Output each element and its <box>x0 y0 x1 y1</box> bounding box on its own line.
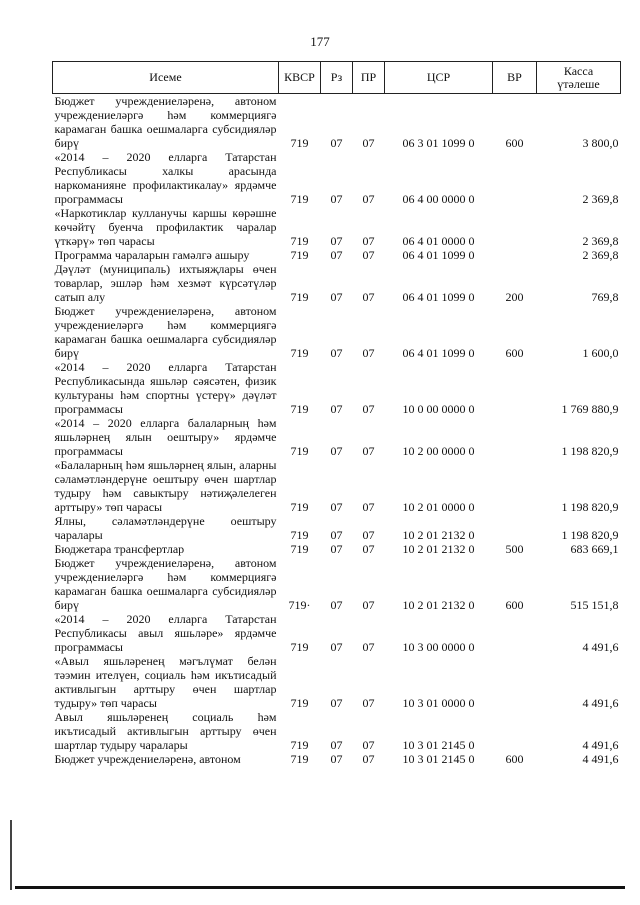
row-csr: 10 0 00 0000 0 <box>402 402 475 416</box>
row-amount: 1 769 880,9 <box>561 402 619 416</box>
row-name: Бюджет учреждениеләренә, автоном учреждениеләргә һәм коммерциягә карамаган башка оешмаларга субсидияләр бирү <box>54 556 277 612</box>
row-pr: 07 <box>362 444 375 458</box>
row-vr <box>493 458 537 514</box>
row-kvsr: 719 <box>290 738 309 752</box>
row-pr: 07 <box>362 346 375 360</box>
header-kvsr: КВСР <box>279 62 321 94</box>
table-row <box>53 514 621 542</box>
row-vr: 500 <box>505 542 524 556</box>
row-pr: 07 <box>362 696 375 710</box>
row-name: «2014 – 2020 елларга балаларның һәм яшьләрнең ялын оештыру» ярдәмче программасы <box>54 416 277 458</box>
table-row <box>53 752 621 766</box>
row-vr: 600 <box>505 598 524 612</box>
table-row <box>53 654 621 710</box>
row-pr: 07 <box>362 542 375 556</box>
table-row <box>53 262 621 304</box>
table-row <box>53 304 621 360</box>
row-pr: 07 <box>362 598 375 612</box>
row-rz: 07 <box>330 752 343 766</box>
row-csr: 10 3 01 2145 0 <box>402 752 475 766</box>
row-amount: 1 600,0 <box>582 346 619 360</box>
row-pr: 07 <box>362 528 375 542</box>
row-name: «2014 – 2020 елларга Татарстан Республикасында яшьләр сәясәтен, физик культураны һәм спортны үстерү» дәүләт программасы <box>54 360 277 416</box>
row-csr: 10 2 01 2132 0 <box>402 542 475 556</box>
row-amount: 515 151,8 <box>570 598 619 612</box>
row-rz: 07 <box>330 500 343 514</box>
row-amount: 683 669,1 <box>570 542 619 556</box>
row-csr: 06 3 01 1099 0 <box>402 136 475 150</box>
row-rz: 07 <box>330 248 343 262</box>
row-amount: 2 369,8 <box>582 248 619 262</box>
row-name: «Балаларның һәм яшьләрнең ялын, аларны сәламәтләндерүне оештыру өчен шартлар тудыру һәм савыктыру нәтиҗәлелеген арттыру» төп чарасы <box>54 458 277 514</box>
header-kassa <box>537 62 621 94</box>
row-kvsr: 719 <box>290 192 309 206</box>
row-vr <box>493 150 537 206</box>
row-name: Ялны, сәламәтләндерүне оештыру чаралары <box>54 514 277 542</box>
row-kvsr: 719 <box>290 248 309 262</box>
row-kvsr: 719 <box>290 542 309 556</box>
table-row <box>53 542 621 556</box>
row-pr: 07 <box>362 640 375 654</box>
row-kvsr: 719 <box>290 234 309 248</box>
table-row <box>53 206 621 248</box>
row-amount: 2 369,8 <box>582 192 619 206</box>
row-vr <box>493 514 537 542</box>
row-csr: 10 2 01 0000 0 <box>402 500 475 514</box>
table-row <box>53 710 621 752</box>
row-pr: 07 <box>362 192 375 206</box>
page-number: 177 <box>310 34 330 49</box>
row-rz: 07 <box>330 290 343 304</box>
table-header <box>53 62 621 94</box>
row-amount: 4 491,6 <box>582 696 619 710</box>
row-kvsr: 719 <box>290 752 309 766</box>
table-body <box>53 94 621 767</box>
row-rz: 07 <box>330 444 343 458</box>
header-rz: Рз <box>321 62 353 94</box>
row-csr: 06 4 01 1099 0 <box>402 346 475 360</box>
row-pr: 07 <box>362 136 375 150</box>
header-pr: ПР <box>353 62 385 94</box>
row-vr <box>493 654 537 710</box>
header-vr: ВР <box>493 62 537 94</box>
row-vr <box>493 206 537 248</box>
row-amount: 1 198 820,9 <box>561 528 619 542</box>
row-vr: 600 <box>505 136 524 150</box>
header-csr: ЦСР <box>385 62 493 94</box>
row-name: «2014 – 2020 елларга Татарстан Республикасы авыл яшьләре» ярдәмче программасы <box>54 612 277 654</box>
row-rz: 07 <box>330 598 343 612</box>
row-name: «Авыл яшьләренең мәгълүмат белән тәэмин ителүен, социаль һәм икътисадый активлыгын арттыру өчен шартлар тудыру» төп чарасы <box>54 654 277 710</box>
row-kvsr: 719 <box>290 136 309 150</box>
row-rz: 07 <box>330 528 343 542</box>
row-vr <box>493 248 537 262</box>
bottom-border <box>15 886 625 889</box>
row-amount: 3 800,0 <box>582 136 619 150</box>
row-kvsr: 719 <box>290 696 309 710</box>
row-name: Авыл яшьләренең социаль һәм икътисадый активлыгын арттыру өчен шартлар тудыру чаралары <box>54 710 277 752</box>
row-csr: 10 2 01 2132 0 <box>402 528 475 542</box>
row-csr: 10 3 01 0000 0 <box>402 696 475 710</box>
row-kvsr: 719· <box>288 598 311 612</box>
row-pr: 07 <box>362 752 375 766</box>
row-vr <box>493 710 537 752</box>
row-pr: 07 <box>362 234 375 248</box>
row-vr <box>493 612 537 654</box>
scan-edge <box>10 820 12 890</box>
table-row <box>53 248 621 262</box>
row-pr: 07 <box>362 738 375 752</box>
row-kvsr: 719 <box>290 402 309 416</box>
row-csr: 10 3 01 2145 0 <box>402 738 475 752</box>
row-name: Бюджет учреждениеләренә, автоном учреждениеләргә һәм коммерциягә карамаган башка оешмаларга субсидияләр бирү <box>54 94 277 150</box>
row-csr: 06 4 01 1099 0 <box>402 290 475 304</box>
row-name: Программа чараларын гамәлгә ашыру <box>54 248 250 262</box>
row-kvsr: 719 <box>290 290 309 304</box>
row-pr: 07 <box>362 290 375 304</box>
row-amount: 1 198 820,9 <box>561 500 619 514</box>
table-row <box>53 556 621 612</box>
row-amount: 4 491,6 <box>582 640 619 654</box>
row-rz: 07 <box>330 136 343 150</box>
row-rz: 07 <box>330 192 343 206</box>
row-rz: 07 <box>330 542 343 556</box>
header-kassa-line1: Касса <box>563 63 594 78</box>
budget-table <box>52 61 621 766</box>
row-vr <box>493 416 537 458</box>
row-kvsr: 719 <box>290 640 309 654</box>
table-row <box>53 458 621 514</box>
row-rz: 07 <box>330 738 343 752</box>
row-amount: 2 369,8 <box>582 234 619 248</box>
row-vr: 200 <box>505 290 524 304</box>
row-pr: 07 <box>362 248 375 262</box>
row-vr: 600 <box>505 346 524 360</box>
row-name: «2014 – 2020 елларга Татарстан Республикасы халкы арасында наркоманияне профилактикалау» ярдәмче программасы <box>54 150 277 206</box>
row-name: Бюджет учреждениеләренә, автоном <box>54 752 241 766</box>
row-rz: 07 <box>330 234 343 248</box>
table-row <box>53 360 621 416</box>
row-kvsr: 719 <box>290 346 309 360</box>
row-name: Бюджетара трансфертлар <box>54 542 185 556</box>
row-amount: 1 198 820,9 <box>561 444 619 458</box>
row-rz: 07 <box>330 346 343 360</box>
row-csr: 06 4 01 0000 0 <box>402 234 475 248</box>
header-name: Исеме <box>53 62 279 94</box>
row-name: Бюджет учреждениеләренә, автоном учреждениеләргә һәм коммерциягә карамаган башка оешмаларга субсидияләр бирү <box>54 304 277 360</box>
table-row <box>53 612 621 654</box>
row-name: «Наркотиклар кулланучы каршы көрәшне көчәйтү буенча профилактик чаралар үткәрү» төп чарасы <box>54 206 277 248</box>
row-pr: 07 <box>362 402 375 416</box>
row-csr: 06 4 00 0000 0 <box>402 192 475 206</box>
row-csr: 06 4 01 1099 0 <box>402 248 475 262</box>
row-amount: 4 491,6 <box>582 752 619 766</box>
row-csr: 10 2 01 2132 0 <box>402 598 475 612</box>
row-rz: 07 <box>330 402 343 416</box>
row-amount: 769,8 <box>591 290 619 304</box>
row-rz: 07 <box>330 640 343 654</box>
row-csr: 10 2 00 0000 0 <box>402 444 475 458</box>
header-kassa-line2: үтәлеше <box>557 76 600 91</box>
row-pr: 07 <box>362 500 375 514</box>
row-csr: 10 3 00 0000 0 <box>402 640 475 654</box>
row-name: Дәүләт (муниципаль) ихтыяҗлары өчен товарлар, эшләр һәм хезмәт күрсәтүләр сатып алу <box>54 262 277 304</box>
table-row <box>53 150 621 206</box>
row-rz: 07 <box>330 696 343 710</box>
row-kvsr: 719 <box>290 444 309 458</box>
row-vr <box>493 360 537 416</box>
row-vr: 600 <box>505 752 524 766</box>
table-row <box>53 416 621 458</box>
row-kvsr: 719 <box>290 500 309 514</box>
row-kvsr: 719 <box>290 528 309 542</box>
row-amount: 4 491,6 <box>582 738 619 752</box>
table-row <box>53 94 621 151</box>
